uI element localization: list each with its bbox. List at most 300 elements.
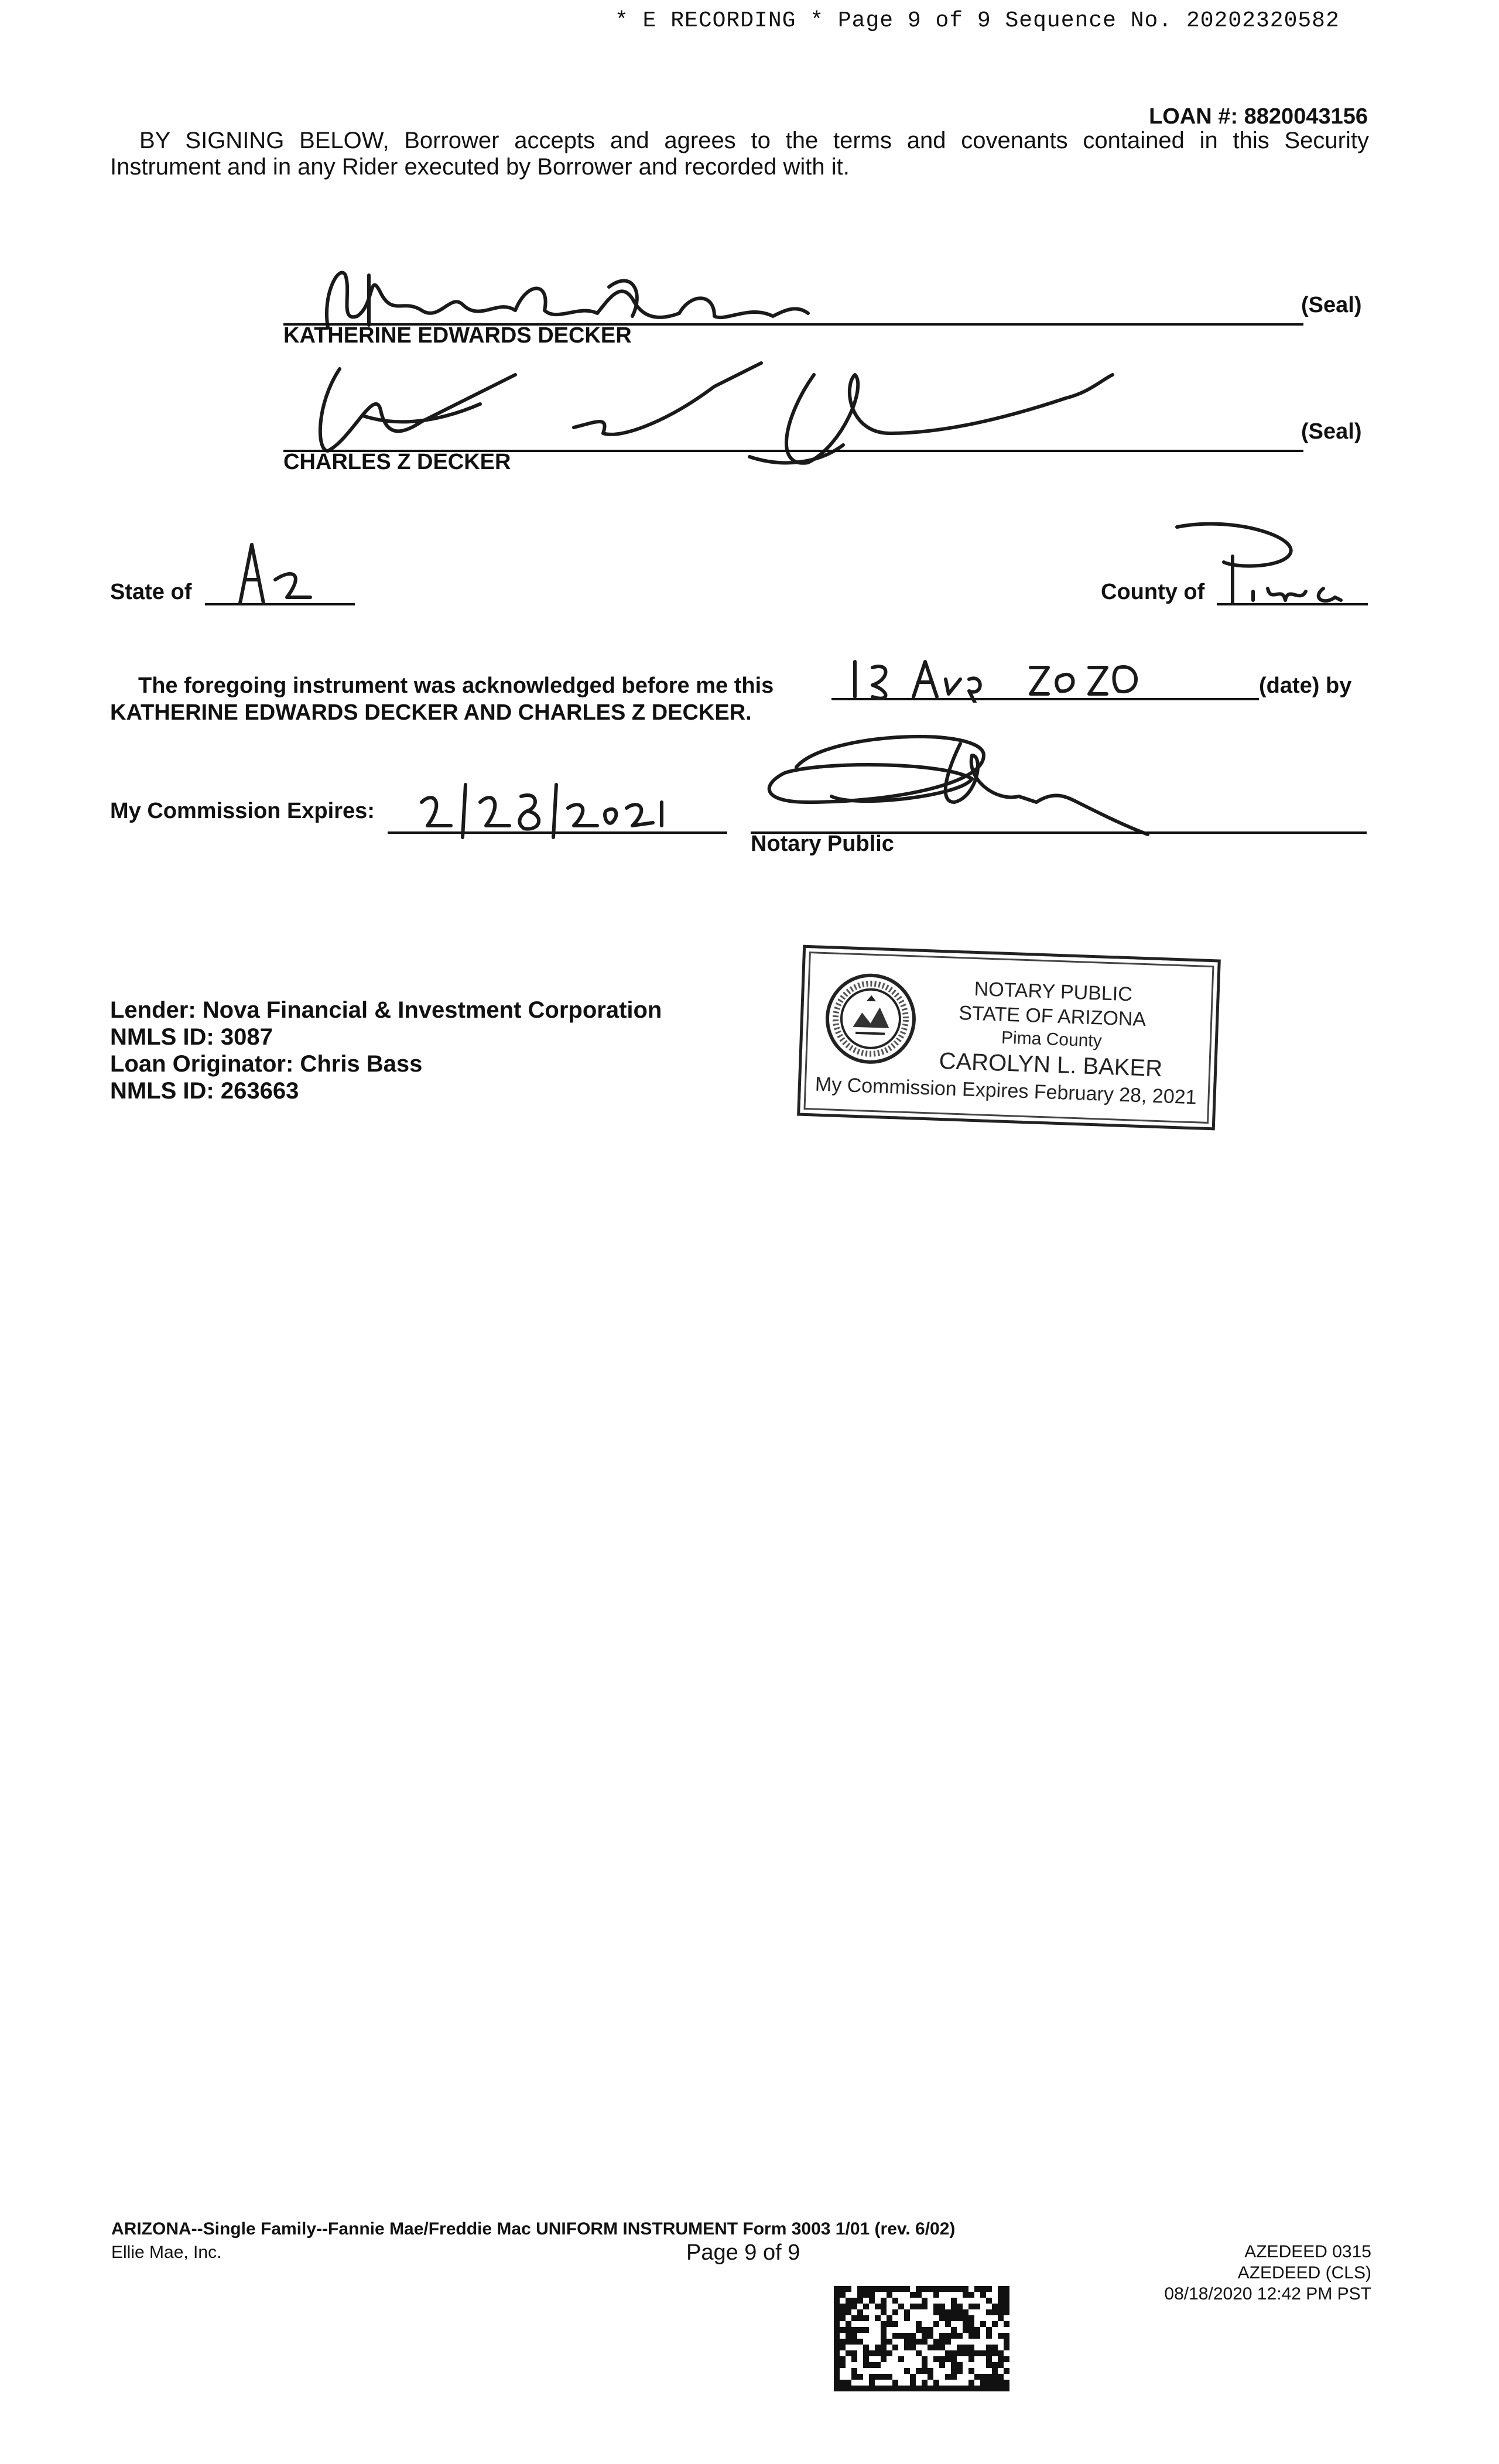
barcode-module (851, 2327, 857, 2333)
barcode-module (922, 2327, 928, 2333)
barcode-module (857, 2327, 863, 2333)
barcode-module (968, 2327, 974, 2333)
barcode-module (986, 2309, 992, 2315)
barcode-module (986, 2362, 992, 2368)
barcode-module (869, 2292, 875, 2298)
barcode-module (851, 2339, 857, 2345)
barcode-module (986, 2333, 992, 2339)
barcode-module (998, 2386, 1004, 2391)
barcode-module (998, 2315, 1004, 2321)
barcode-module (834, 2292, 840, 2298)
barcode-module (980, 2286, 986, 2292)
barcode-module (834, 2356, 840, 2362)
barcode-module (887, 2292, 892, 2298)
barcode-module (857, 2309, 863, 2315)
barcode-module (857, 2339, 863, 2345)
barcode-module (904, 2339, 910, 2345)
barcode-module (951, 2304, 957, 2309)
barcode-module (1004, 2356, 1009, 2362)
barcode-module (998, 2309, 1004, 2315)
barcode-module (951, 2356, 957, 2362)
barcode-module (834, 2327, 840, 2333)
barcode-module (939, 2345, 945, 2350)
barcode-module (945, 2339, 951, 2345)
barcode-module (957, 2350, 963, 2356)
barcode-module (875, 2286, 881, 2292)
form-line: ARIZONA--Single Family--Fannie Mae/Freddie Mac UNIFORM INSTRUMENT Form 3003 1/01 (rev. 6/02) (111, 2219, 956, 2239)
barcode-module (933, 2321, 939, 2327)
barcode-module (992, 2362, 998, 2368)
barcode-module (1004, 2321, 1009, 2327)
barcode-module (840, 2309, 846, 2315)
barcode-module (928, 2327, 933, 2333)
barcode-module (957, 2304, 963, 2309)
barcode-module (869, 2286, 875, 2292)
barcode-module (974, 2386, 980, 2391)
barcode-module (951, 2386, 957, 2391)
barcode-module (851, 2304, 857, 2309)
barcode-module (916, 2304, 922, 2309)
barcode-module (834, 2362, 840, 2368)
barcode-module (1004, 2292, 1009, 2298)
barcode-module (887, 2339, 892, 2345)
intro-line-1: BY SIGNING BELOW, Borrower accepts and agrees to the terms and covenants contained in this Security (139, 128, 1369, 153)
barcode-module (951, 2286, 957, 2292)
barcode-module (916, 2368, 922, 2374)
barcode-module (945, 2321, 951, 2327)
barcode-module (933, 2345, 939, 2350)
county-handwriting (1165, 515, 1376, 609)
barcode-module (834, 2368, 840, 2374)
barcode-module (922, 2386, 928, 2391)
barcode-module (869, 2380, 875, 2386)
barcode-module (968, 2304, 974, 2309)
barcode-module (974, 2350, 980, 2356)
barcode-module (857, 2286, 863, 2292)
barcode-module (910, 2339, 916, 2345)
stamp-line-4: CAROLYN L. BAKER (938, 1048, 1163, 1082)
barcode-module (945, 2315, 951, 2321)
barcode-module (968, 2380, 974, 2386)
ack-suffix: (date) by (1259, 673, 1352, 698)
stamp-line-5: My Commission Expires February 28, 2021 (814, 1073, 1197, 1109)
barcode-module (933, 2386, 939, 2391)
barcode-module (881, 2304, 887, 2309)
barcode-module (922, 2380, 928, 2386)
barcode-module (957, 2386, 963, 2391)
barcode-module (1004, 2339, 1009, 2345)
footer-timestamp: 08/18/2020 12:42 PM PST (1164, 2284, 1371, 2304)
barcode-module (834, 2333, 840, 2339)
barcode-module (951, 2350, 957, 2356)
barcode-module (945, 2286, 951, 2292)
barcode-module (1004, 2309, 1009, 2315)
barcode-module (992, 2386, 998, 2391)
loan-value: 8820043156 (1244, 104, 1368, 129)
intro-line-2: Instrument and in any Rider executed by Borrower and recorded with it. (110, 154, 850, 180)
barcode-module (939, 2309, 945, 2315)
barcode-module (834, 2315, 840, 2321)
barcode-module (898, 2356, 904, 2362)
barcode-module (863, 2356, 869, 2362)
barcode-module (951, 2333, 957, 2339)
barcode-module (846, 2304, 851, 2309)
barcode-module (898, 2286, 904, 2292)
barcode-module (904, 2345, 910, 2350)
footer-codes (1164, 2241, 1371, 2305)
barcode-module (834, 2374, 840, 2380)
barcode-module (968, 2356, 974, 2362)
barcode-module (922, 2368, 928, 2374)
barcode-module (968, 2386, 974, 2391)
barcode-module (916, 2327, 922, 2333)
barcode-module (963, 2309, 968, 2315)
barcode-module (881, 2321, 887, 2327)
barcode-module (881, 2374, 887, 2380)
loan-label: LOAN #: (1149, 104, 1238, 129)
barcode-module (986, 2350, 992, 2356)
barcode-module (974, 2327, 980, 2333)
barcode-module (951, 2309, 957, 2315)
barcode-module (957, 2345, 963, 2350)
barcode-module (846, 2380, 851, 2386)
barcode-module (945, 2309, 951, 2315)
barcode-module (881, 2286, 887, 2292)
barcode-module (834, 2386, 840, 2391)
barcode-module (887, 2315, 892, 2321)
barcode-module (980, 2374, 986, 2380)
barcode-module (834, 2298, 840, 2304)
barcode-module (834, 2304, 840, 2309)
signature-katherine (304, 258, 831, 334)
commission-handwriting (410, 779, 668, 843)
barcode-module (998, 2380, 1004, 2386)
stamp-line-3: Pima County (1001, 1028, 1103, 1051)
barcode-module (898, 2304, 904, 2309)
barcode-module (939, 2304, 945, 2309)
barcode-module (910, 2333, 916, 2339)
barcode-module (898, 2386, 904, 2391)
barcode-module (986, 2380, 992, 2386)
barcode-module (933, 2286, 939, 2292)
footer-code-1: AZEDEED 0315 (1244, 2242, 1371, 2261)
barcode-module (928, 2333, 933, 2339)
barcode-module (881, 2386, 887, 2391)
footer-code-2: AZEDEED (CLS) (1237, 2263, 1371, 2282)
loan-originator: Loan Originator: Chris Bass (110, 1051, 423, 1077)
barcode-module (945, 2350, 951, 2356)
intro-paragraph (110, 128, 1369, 180)
lender-nmls: NMLS ID: 3087 (110, 1024, 273, 1050)
barcode-module (834, 2345, 840, 2350)
barcode-module (998, 2356, 1004, 2362)
barcode-module (863, 2327, 869, 2333)
barcode-module (980, 2350, 986, 2356)
barcode-module (939, 2362, 945, 2368)
barcode-module (881, 2333, 887, 2339)
barcode-module (881, 2309, 887, 2315)
ack-names: KATHERINE EDWARDS DECKER AND CHARLES Z DECKER. (110, 700, 752, 725)
loan-number (1149, 104, 1368, 129)
barcode-module (928, 2286, 933, 2292)
barcode-module (887, 2386, 892, 2391)
barcode-module (1004, 2333, 1009, 2339)
barcode-module (922, 2333, 928, 2339)
barcode-module (963, 2321, 968, 2327)
barcode-module (910, 2292, 916, 2298)
barcode-module (945, 2356, 951, 2362)
barcode-module (933, 2380, 939, 2386)
stamp-line-1: NOTARY PUBLIC (974, 977, 1133, 1006)
barcode-module (892, 2345, 898, 2350)
barcode-module (840, 2356, 846, 2362)
barcode-module (922, 2298, 928, 2304)
barcode-module (857, 2386, 863, 2391)
barcode-module (939, 2286, 945, 2292)
barcode-module (904, 2315, 910, 2321)
barcode-module (851, 2315, 857, 2321)
barcode-module (834, 2321, 840, 2327)
barcode-module (992, 2321, 998, 2327)
barcode-module (939, 2339, 945, 2345)
barcode-module (840, 2315, 846, 2321)
barcode-module (963, 2292, 968, 2298)
barcode-module (963, 2350, 968, 2356)
barcode-module (939, 2386, 945, 2391)
notary-stamp (797, 945, 1220, 1130)
barcode-module (863, 2386, 869, 2391)
barcode-module (887, 2286, 892, 2292)
barcode-module (945, 2374, 951, 2380)
barcode-module (892, 2298, 898, 2304)
seal-label-1: (Seal) (1301, 293, 1362, 317)
company-name: Ellie Mae, Inc. (111, 2243, 222, 2262)
barcode-module (840, 2304, 846, 2309)
barcode-module (1004, 2345, 1009, 2350)
barcode-module (846, 2327, 851, 2333)
barcode-module (974, 2286, 980, 2292)
barcode-module (998, 2304, 1004, 2309)
barcode-module (857, 2298, 863, 2304)
barcode-module (992, 2304, 998, 2309)
barcode-module (963, 2315, 968, 2321)
barcode-module (910, 2374, 916, 2380)
barcode-module (846, 2321, 851, 2327)
barcode-module (875, 2374, 881, 2380)
barcode-module (980, 2386, 986, 2391)
barcode-module (986, 2356, 992, 2362)
barcode-module (840, 2345, 846, 2350)
barcode-module (922, 2339, 928, 2345)
barcode-module (851, 2333, 857, 2339)
barcode-module (851, 2368, 857, 2374)
barcode-module (998, 2298, 1004, 2304)
barcode-module (881, 2356, 887, 2362)
barcode-module (986, 2298, 992, 2304)
barcode-module (916, 2386, 922, 2391)
barcode-module (933, 2309, 939, 2315)
barcode-module (992, 2368, 998, 2374)
barcode-module (998, 2362, 1004, 2368)
barcode-module (951, 2298, 957, 2304)
barcode-module (951, 2327, 957, 2333)
barcode-module (945, 2333, 951, 2339)
state-handwriting (228, 539, 328, 609)
barcode-module (881, 2298, 887, 2304)
barcode-module (875, 2362, 881, 2368)
barcode-module (986, 2345, 992, 2350)
barcode-module (916, 2321, 922, 2327)
barcode-module (928, 2368, 933, 2374)
stamp-line-2: STATE OF ARIZONA (958, 1002, 1147, 1031)
barcode-module (892, 2333, 898, 2339)
barcode-module (980, 2292, 986, 2298)
barcode-module (986, 2327, 992, 2333)
barcode-module (922, 2362, 928, 2368)
barcode-module (846, 2339, 851, 2345)
barcode-module (910, 2380, 916, 2386)
lender-name: Lender: Nova Financial & Investment Corporation (110, 997, 662, 1023)
barcode-module (968, 2333, 974, 2339)
barcode-module (892, 2380, 898, 2386)
barcode-module (840, 2380, 846, 2386)
barcode-module (840, 2286, 846, 2292)
barcode-module (840, 2292, 846, 2298)
barcode-module (916, 2350, 922, 2356)
barcode-module (834, 2309, 840, 2315)
barcode-module (974, 2333, 980, 2339)
barcode-module (922, 2356, 928, 2362)
barcode-module (863, 2362, 869, 2368)
ack-prefix: The foregoing instrument was acknowledged before me this (138, 673, 774, 698)
barcode-module (957, 2362, 963, 2368)
barcode-module (857, 2315, 863, 2321)
barcode-module (992, 2380, 998, 2386)
barcode-module (1004, 2298, 1009, 2304)
barcode-module (928, 2374, 933, 2380)
barcode-module (846, 2309, 851, 2315)
barcode-module (846, 2333, 851, 2339)
barcode-module (834, 2286, 840, 2292)
barcode-module (904, 2368, 910, 2374)
barcode-module (986, 2386, 992, 2391)
barcode-module (968, 2345, 974, 2350)
notary-public-label: Notary Public (751, 831, 894, 856)
page-number: Page 9 of 9 (686, 2240, 800, 2265)
barcode-module (957, 2315, 963, 2321)
barcode-module (881, 2327, 887, 2333)
barcode-module (846, 2298, 851, 2304)
barcode-module (904, 2286, 910, 2292)
barcode-module (957, 2309, 963, 2315)
barcode-module (881, 2345, 887, 2350)
barcode-module (916, 2292, 922, 2298)
barcode-module (840, 2327, 846, 2333)
barcode-module (928, 2345, 933, 2350)
barcode-module (992, 2345, 998, 2350)
barcode-module (875, 2315, 881, 2321)
recording-header: * E RECORDING * Page 9 of 9 Sequence No. 20202320582 (615, 8, 1340, 33)
barcode-module (963, 2286, 968, 2292)
barcode-module (933, 2339, 939, 2345)
barcode-module (968, 2292, 974, 2298)
barcode-module (834, 2350, 840, 2356)
barcode-module (951, 2374, 957, 2380)
barcode-module (1004, 2386, 1009, 2391)
barcode-module (1004, 2368, 1009, 2374)
barcode-module (904, 2309, 910, 2315)
seal-label-2: (Seal) (1301, 419, 1362, 444)
barcode-module (963, 2327, 968, 2333)
barcode-module (887, 2321, 892, 2327)
barcode-module (834, 2380, 840, 2386)
barcode-module (846, 2286, 851, 2292)
barcode-module (846, 2386, 851, 2391)
barcode-module (851, 2298, 857, 2304)
barcode-module (951, 2315, 957, 2321)
barcode-module (875, 2350, 881, 2356)
barcode-module (974, 2304, 980, 2309)
barcode-module (863, 2345, 869, 2350)
county-label: County of (1101, 580, 1205, 604)
barcode-module (922, 2286, 928, 2292)
barcode-module (863, 2286, 869, 2292)
barcode-module (881, 2350, 887, 2356)
barcode-module (998, 2292, 1004, 2298)
barcode-module (998, 2374, 1004, 2380)
barcode-module (851, 2374, 857, 2380)
barcode-module (892, 2309, 898, 2315)
barcode-module (869, 2350, 875, 2356)
barcode-module (963, 2345, 968, 2350)
barcode-module (892, 2386, 898, 2391)
barcode-module (998, 2333, 1004, 2339)
barcode-module (887, 2374, 892, 2380)
barcode-module (968, 2321, 974, 2327)
barcode-module (957, 2333, 963, 2339)
barcode-module (922, 2304, 928, 2309)
barcode-module (957, 2286, 963, 2292)
barcode-module (974, 2374, 980, 2380)
barcode-module (904, 2386, 910, 2391)
barcode-module (928, 2386, 933, 2391)
barcode-module (1004, 2380, 1009, 2386)
barcode-module (840, 2362, 846, 2368)
signer-name-1: KATHERINE EDWARDS DECKER (283, 323, 632, 348)
state-label: State of (110, 580, 192, 604)
barcode-module (834, 2339, 840, 2345)
barcode-module (968, 2315, 974, 2321)
barcode-module (846, 2350, 851, 2356)
lender-info (110, 997, 662, 1104)
barcode-module (992, 2309, 998, 2315)
barcode-module (840, 2386, 846, 2391)
barcode-module (869, 2374, 875, 2380)
barcode-module (863, 2350, 869, 2356)
barcode-module (863, 2304, 869, 2309)
barcode-module (986, 2374, 992, 2380)
barcode-module (1004, 2286, 1009, 2292)
barcode-module (851, 2350, 857, 2356)
barcode-module (933, 2292, 939, 2298)
barcode-module (1004, 2304, 1009, 2309)
barcode-module (910, 2345, 916, 2350)
barcode-module (980, 2321, 986, 2327)
barcode-module (939, 2356, 945, 2362)
barcode-module (887, 2350, 892, 2356)
signer-name-2: CHARLES Z DECKER (283, 450, 511, 474)
barcode-module (881, 2339, 887, 2345)
